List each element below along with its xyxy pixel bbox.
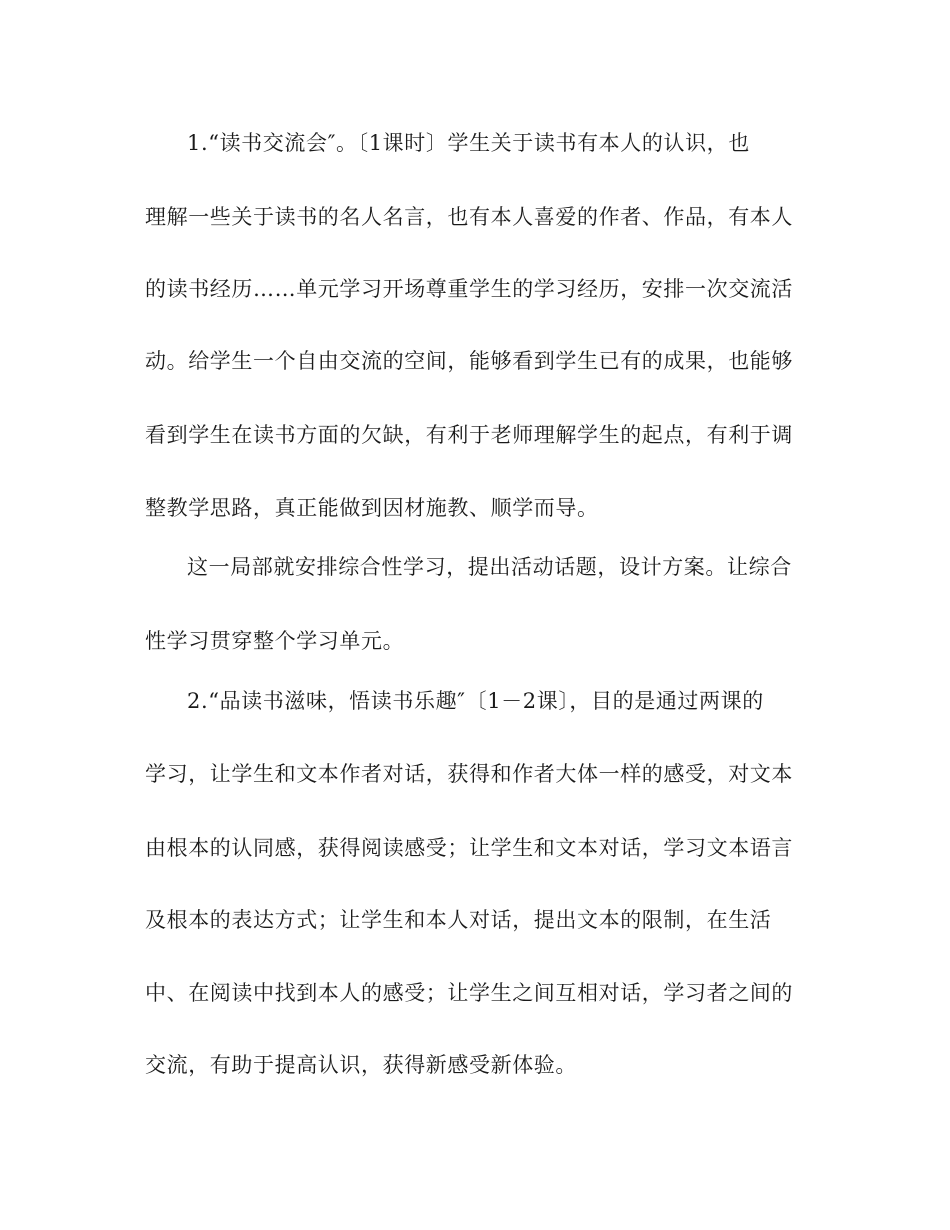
- paragraph-3-line-1: 2.“品读书滋味，悟读书乐趣″〔1－2课〕，目的是通过两课的: [187, 689, 764, 713]
- paragraph-2-line-2: 性学习贯穿整个学习单元。: [145, 629, 405, 653]
- paragraph-3-line-2: 学习，让学生和文本作者对话，获得和作者大体一样的感受，对文本: [145, 762, 793, 786]
- paragraph-1-line-6: 整教学思路，真正能做到因材施教、顺学而导。: [145, 496, 599, 520]
- paragraph-2-line-1: 这一局部就安排综合性学习，提出活动话题，设计方案。让综合: [187, 555, 792, 579]
- paragraph-1-line-3: 的读书经历……单元学习开场尊重学生的学习经历，安排一次交流活: [145, 277, 793, 301]
- paragraph-1-line-1: 1.“读书交流会″。〔1课时〕学生关于读书有本人的认识，也: [187, 131, 750, 155]
- paragraph-1-line-5: 看到学生在读书方面的欠缺，有利于老师理解学生的起点，有利于调: [145, 423, 793, 447]
- paragraph-1-line-2: 理解一些关于读书的名人名言，也有本人喜爱的作者、作品，有本人: [145, 205, 793, 229]
- paragraph-1-line-4: 动。给学生一个自由交流的空间，能够看到学生已有的成果，也能够: [145, 349, 793, 373]
- paragraph-3-line-4: 及根本的表达方式；让学生和本人对话，提出文本的限制，在生活: [145, 908, 772, 932]
- paragraph-3-line-5: 中、在阅读中找到本人的感受；让学生之间互相对话，学习者之间的: [145, 981, 793, 1005]
- paragraph-3-line-3: 由根本的认同感，获得阅读感受；让学生和文本对话，学习文本语言: [145, 836, 793, 860]
- paragraph-3-line-6: 交流，有助于提高认识，获得新感受新体验。: [145, 1053, 577, 1077]
